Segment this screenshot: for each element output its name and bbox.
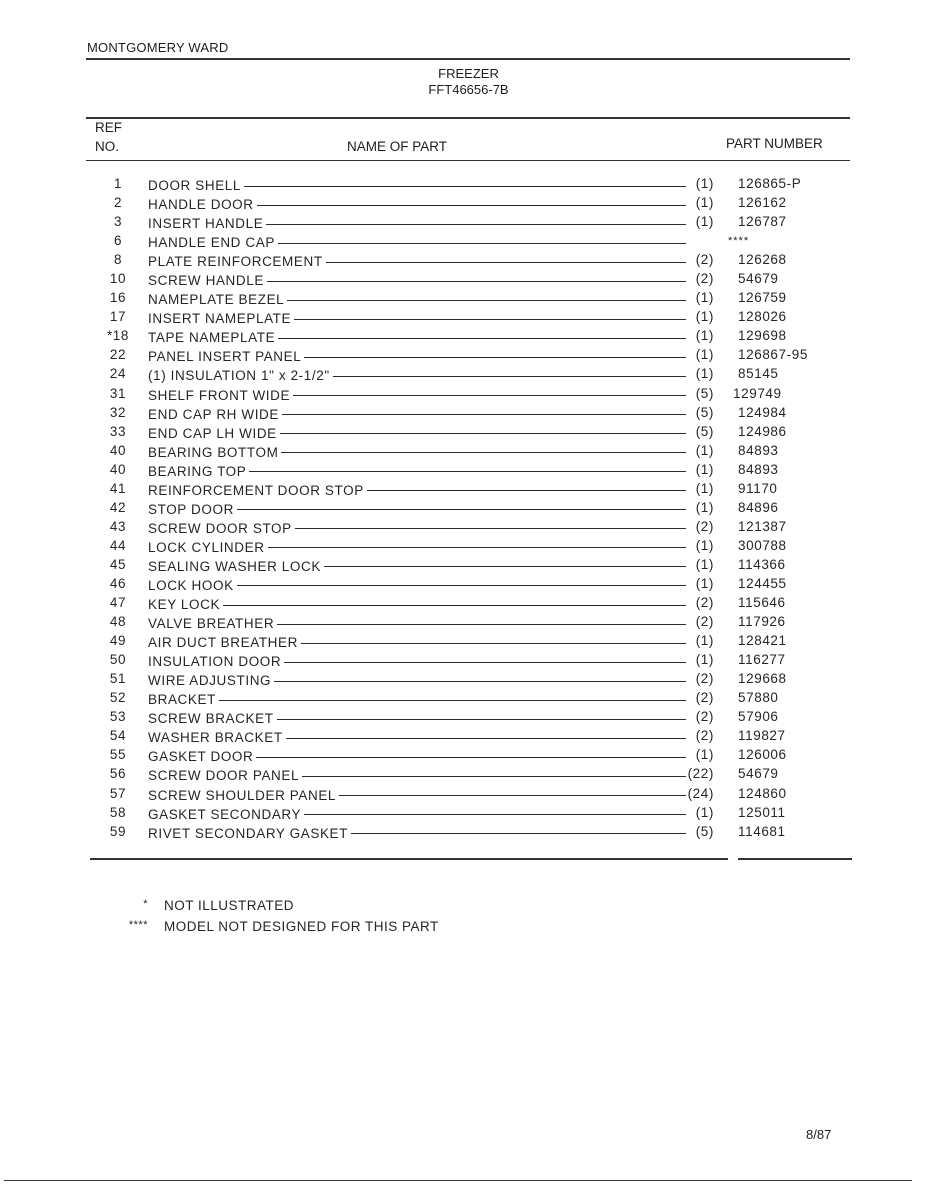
leader-line <box>333 376 686 377</box>
leader-line <box>280 433 686 434</box>
part-name: NAMEPLATE BEZEL <box>148 292 285 308</box>
part-name-leader <box>148 366 686 385</box>
ref-number: 10 <box>109 271 127 287</box>
leader-line <box>237 509 686 510</box>
table-row <box>0 538 927 557</box>
part-number: 124455 <box>738 575 787 591</box>
part-number: 119827 <box>738 728 786 744</box>
part-name-leader <box>148 443 686 462</box>
ref-number: 52 <box>109 690 127 706</box>
part-name: SCREW BRACKET <box>148 711 274 727</box>
table-row <box>0 709 927 728</box>
part-name: WASHER BRACKET <box>148 730 283 746</box>
ref-number: 1 <box>113 176 123 191</box>
quantity: (1) <box>695 652 714 668</box>
quantity: (2) <box>695 614 714 630</box>
part-number: 124984 <box>738 404 787 420</box>
quantity: (5) <box>695 823 714 839</box>
table-bottom-rule-left <box>90 858 728 860</box>
part-number: 121387 <box>738 518 787 534</box>
ref-number: 54 <box>109 728 127 744</box>
quantity: (1) <box>695 366 714 382</box>
part-number: 115646 <box>738 595 786 611</box>
leader-line <box>274 681 686 682</box>
part-name: SCREW DOOR PANEL <box>148 768 300 784</box>
document-title <box>0 66 927 98</box>
part-name: HANDLE DOOR <box>148 197 254 213</box>
leader-line <box>326 262 686 263</box>
ref-number: 56 <box>109 766 127 782</box>
leader-line <box>284 662 686 663</box>
part-name-leader <box>148 252 686 271</box>
part-name: BEARING BOTTOM <box>148 444 279 460</box>
quantity: (2) <box>695 595 714 611</box>
part-name: END CAP RH WIDE <box>148 406 280 422</box>
part-number: 300788 <box>738 537 787 553</box>
part-name: SCREW SHOULDER PANEL <box>148 787 337 803</box>
part-name-leader <box>148 233 686 252</box>
part-name: END CAP LH WIDE <box>148 425 277 441</box>
part-name: INSERT HANDLE <box>148 216 264 232</box>
part-number: 126865-P <box>738 176 802 191</box>
page-bottom-rule <box>4 1180 912 1181</box>
appliance-title: FREEZER <box>438 66 499 81</box>
ref-number: 40 <box>109 461 127 477</box>
quantity: (2) <box>695 271 714 287</box>
quantity: (1) <box>695 309 714 325</box>
table-row <box>0 786 927 805</box>
footnote-text: MODEL NOT DESIGNED FOR THIS PART <box>164 919 439 934</box>
part-number: 85145 <box>738 366 779 382</box>
part-name: DOOR SHELL <box>148 178 242 193</box>
part-number: 126867-95 <box>738 347 808 363</box>
part-number: 54679 <box>738 766 779 782</box>
table-row <box>0 328 927 347</box>
table-row <box>0 652 927 671</box>
part-number: 129698 <box>738 328 787 344</box>
part-name-leader <box>148 271 686 290</box>
leader-line <box>277 624 686 625</box>
ref-number: 45 <box>109 556 127 572</box>
part-number: 116277 <box>738 652 786 668</box>
table-bottom-rule-right <box>738 858 852 860</box>
part-number: 84896 <box>738 499 779 515</box>
table-row <box>0 576 927 595</box>
quantity: (2) <box>695 690 714 706</box>
part-name: KEY LOCK <box>148 597 221 613</box>
part-name-leader <box>148 595 686 614</box>
part-name: REINFORCEMENT DOOR STOP <box>148 482 364 498</box>
part-name: AIR DUCT BREATHER <box>148 635 298 651</box>
quantity: (5) <box>695 404 714 420</box>
part-number: 129749 <box>733 385 782 401</box>
table-row <box>0 271 927 290</box>
part-number: 84893 <box>738 442 779 458</box>
quantity: (1) <box>695 480 714 496</box>
part-number: 126787 <box>738 214 787 230</box>
part-name: TAPE NAMEPLATE <box>148 330 276 346</box>
part-name-leader <box>148 290 686 309</box>
leader-line <box>223 605 686 606</box>
quantity: (1) <box>695 461 714 477</box>
part-number: 117926 <box>738 614 786 630</box>
part-name: PANEL INSERT PANEL <box>148 349 302 365</box>
part-number: 124986 <box>738 423 787 439</box>
ref-number: 16 <box>109 290 127 306</box>
part-name-leader <box>148 671 686 690</box>
part-name: SCREW HANDLE <box>148 273 264 289</box>
part-name: SEALING WASHER LOCK <box>148 558 321 574</box>
leader-line <box>293 395 686 396</box>
part-name: PLATE REINFORCEMENT <box>148 254 323 270</box>
leader-line <box>249 471 686 472</box>
part-number: 124860 <box>738 785 787 801</box>
table-row <box>0 595 927 614</box>
quantity: (1) <box>695 214 714 230</box>
table-row <box>0 366 927 385</box>
brand-rule <box>86 58 850 60</box>
leader-line <box>278 338 686 339</box>
part-name: WIRE ADJUSTING <box>148 673 272 689</box>
ref-number: 2 <box>113 195 123 211</box>
quantity: (1) <box>695 195 714 211</box>
part-number: 126162 <box>738 195 787 211</box>
ref-number: *18 <box>106 328 130 344</box>
quantity: (2) <box>695 671 714 687</box>
ref-number: 59 <box>109 823 127 839</box>
footnote-text: NOT ILLUSTRATED <box>164 898 295 913</box>
leader-line <box>302 776 686 777</box>
quantity: (1) <box>695 290 714 306</box>
revision-date: 8/87 <box>806 1127 832 1142</box>
part-name-leader <box>148 766 686 785</box>
table-row <box>0 747 927 766</box>
part-name-leader <box>148 405 686 424</box>
part-name-leader <box>148 652 686 671</box>
table-row <box>0 557 927 576</box>
table-row <box>0 233 927 252</box>
leader-line <box>277 719 686 720</box>
table-row <box>0 824 927 843</box>
leader-line <box>219 700 686 701</box>
part-name-leader <box>148 328 686 347</box>
part-number: 57880 <box>738 690 779 706</box>
leader-line <box>304 814 686 815</box>
quantity: (1) <box>695 347 714 363</box>
ref-number: 43 <box>109 518 127 534</box>
part-name-leader <box>148 424 686 443</box>
part-name: SHELF FRONT WIDE <box>148 387 291 403</box>
part-name-leader <box>148 709 686 728</box>
part-name: HANDLE END CAP <box>148 235 275 251</box>
column-header-ref-line2: NO. <box>95 139 120 154</box>
table-row <box>0 766 927 785</box>
table-row <box>0 462 927 481</box>
table-row <box>0 519 927 538</box>
table-row <box>0 500 927 519</box>
leader-line <box>268 547 686 548</box>
part-name-leader <box>148 633 686 652</box>
part-name-leader <box>148 690 686 709</box>
leader-line <box>282 414 686 415</box>
part-name-leader <box>148 347 686 366</box>
part-number: 126268 <box>738 252 787 268</box>
leader-line <box>278 243 686 244</box>
quantity: (1) <box>695 176 714 191</box>
part-name: LOCK CYLINDER <box>148 539 265 555</box>
part-number: 126759 <box>738 290 787 306</box>
part-name: INSULATION DOOR <box>148 654 282 670</box>
ref-number: 47 <box>109 595 127 611</box>
ref-number: 41 <box>109 480 127 496</box>
ref-number: 8 <box>113 252 123 268</box>
part-name-leader <box>148 386 686 405</box>
quantity: (24) <box>687 785 714 801</box>
ref-number: 40 <box>109 442 127 458</box>
part-name: STOP DOOR <box>148 501 234 517</box>
ref-number: 32 <box>109 404 127 420</box>
table-row <box>0 386 927 405</box>
part-name-leader <box>148 538 686 557</box>
part-name-leader <box>148 805 686 824</box>
ref-number: 51 <box>109 671 127 687</box>
table-row <box>0 481 927 500</box>
part-name-leader <box>148 309 686 328</box>
quantity: (5) <box>695 423 714 439</box>
column-header-name: NAME OF PART <box>347 139 448 154</box>
table-top-rule <box>86 117 850 119</box>
leader-line <box>367 490 686 491</box>
table-row <box>0 633 927 652</box>
column-header-ref-line1: REF <box>95 120 122 135</box>
quantity: (2) <box>695 728 714 744</box>
ref-number: 50 <box>109 652 127 668</box>
leader-line <box>281 452 686 453</box>
brand-name: MONTGOMERY WARD <box>87 40 229 55</box>
part-name-leader <box>148 557 686 576</box>
part-number: 91170 <box>738 480 778 496</box>
quantity: (2) <box>695 518 714 534</box>
part-name-leader <box>148 747 686 766</box>
ref-number: 17 <box>109 309 127 325</box>
part-name: GASKET DOOR <box>148 749 254 765</box>
table-row <box>0 347 927 366</box>
table-row <box>0 443 927 462</box>
ref-number: 48 <box>109 614 127 630</box>
column-header-part-number: PART NUMBER <box>726 136 823 151</box>
leader-line <box>351 833 686 834</box>
quantity: (22) <box>687 766 714 782</box>
leader-line <box>339 795 686 796</box>
part-name-leader <box>148 614 686 633</box>
part-name-leader <box>148 176 686 195</box>
leader-line <box>301 643 686 644</box>
part-name-leader <box>148 195 686 214</box>
leader-line <box>267 281 686 282</box>
model-number: FFT46656-7B <box>428 82 509 97</box>
part-name: BEARING TOP <box>148 463 247 479</box>
quantity: (1) <box>695 442 714 458</box>
quantity: (1) <box>695 575 714 591</box>
part-name-leader <box>148 500 686 519</box>
leader-line <box>304 357 686 358</box>
part-name: BRACKET <box>148 692 216 708</box>
ref-number: 42 <box>109 499 127 515</box>
table-row <box>0 671 927 690</box>
part-name: VALVE BREATHER <box>148 616 275 632</box>
part-number: 128421 <box>738 633 787 649</box>
part-number: 129668 <box>738 671 787 687</box>
leader-line <box>244 186 686 187</box>
table-row <box>0 195 927 214</box>
part-name-leader <box>148 576 686 595</box>
part-name-leader <box>148 728 686 747</box>
ref-number: 33 <box>109 423 127 439</box>
table-row <box>0 690 927 709</box>
leader-line <box>237 585 686 586</box>
header-bottom-rule <box>86 160 850 161</box>
quantity: (1) <box>695 499 714 515</box>
quantity: (1) <box>695 633 714 649</box>
footnote-symbol: **** <box>128 919 148 931</box>
ref-number: 22 <box>109 347 127 363</box>
part-number: 57906 <box>738 709 779 725</box>
part-name-leader <box>148 786 686 805</box>
table-row <box>0 405 927 424</box>
part-name-leader <box>148 462 686 481</box>
quantity: (5) <box>695 385 714 401</box>
ref-number: 6 <box>113 233 123 249</box>
part-name: (1) INSULATION 1" x 2-1/2" <box>148 368 330 384</box>
part-name: GASKET SECONDARY <box>148 806 302 822</box>
ref-number: 46 <box>109 575 127 591</box>
part-name: LOCK HOOK <box>148 577 234 593</box>
leader-line <box>295 528 686 529</box>
ref-number: 3 <box>113 214 123 230</box>
ref-number: 58 <box>109 804 127 820</box>
table-row <box>0 214 927 233</box>
ref-number: 44 <box>109 537 127 553</box>
part-number: 126006 <box>738 747 787 763</box>
ref-number: 31 <box>109 385 127 401</box>
table-row <box>0 309 927 328</box>
leader-line <box>266 224 686 225</box>
part-number: 114366 <box>738 556 786 572</box>
leader-line <box>257 205 686 206</box>
part-name: RIVET SECONDARY GASKET <box>148 825 349 841</box>
ref-number: 53 <box>109 709 127 725</box>
part-number: 114681 <box>738 823 786 839</box>
table-row <box>0 728 927 747</box>
leader-line <box>294 319 686 320</box>
leader-line <box>286 738 686 739</box>
quantity: (2) <box>695 709 714 725</box>
table-row <box>0 176 927 195</box>
quantity: (1) <box>695 328 714 344</box>
quantity: (1) <box>695 556 714 572</box>
part-number: 128026 <box>738 309 787 325</box>
leader-line <box>256 757 686 758</box>
part-number: 125011 <box>738 804 786 820</box>
table-row <box>0 614 927 633</box>
table-row <box>0 424 927 443</box>
part-name: INSERT NAMEPLATE <box>148 311 292 327</box>
part-name-leader <box>148 214 686 233</box>
quantity: (1) <box>695 747 714 763</box>
quantity: (2) <box>695 252 714 268</box>
footnote-symbol: * <box>143 898 148 910</box>
part-number: 84893 <box>738 461 779 477</box>
quantity: (1) <box>695 537 714 553</box>
parts-table <box>0 176 927 843</box>
ref-number: 57 <box>109 785 127 801</box>
part-name-leader <box>148 519 686 538</box>
part-number: 54679 <box>738 271 779 287</box>
ref-number: 55 <box>109 747 127 763</box>
part-name-leader <box>148 824 686 843</box>
part-name: SCREW DOOR STOP <box>148 520 292 536</box>
leader-line <box>287 300 686 301</box>
ref-number: 24 <box>109 366 127 382</box>
table-row <box>0 290 927 309</box>
leader-line <box>324 566 686 567</box>
table-row <box>0 805 927 824</box>
table-row <box>0 252 927 271</box>
quantity: (1) <box>695 804 714 820</box>
ref-number: 49 <box>109 633 127 649</box>
part-name-leader <box>148 481 686 500</box>
part-number: **** <box>728 235 750 248</box>
